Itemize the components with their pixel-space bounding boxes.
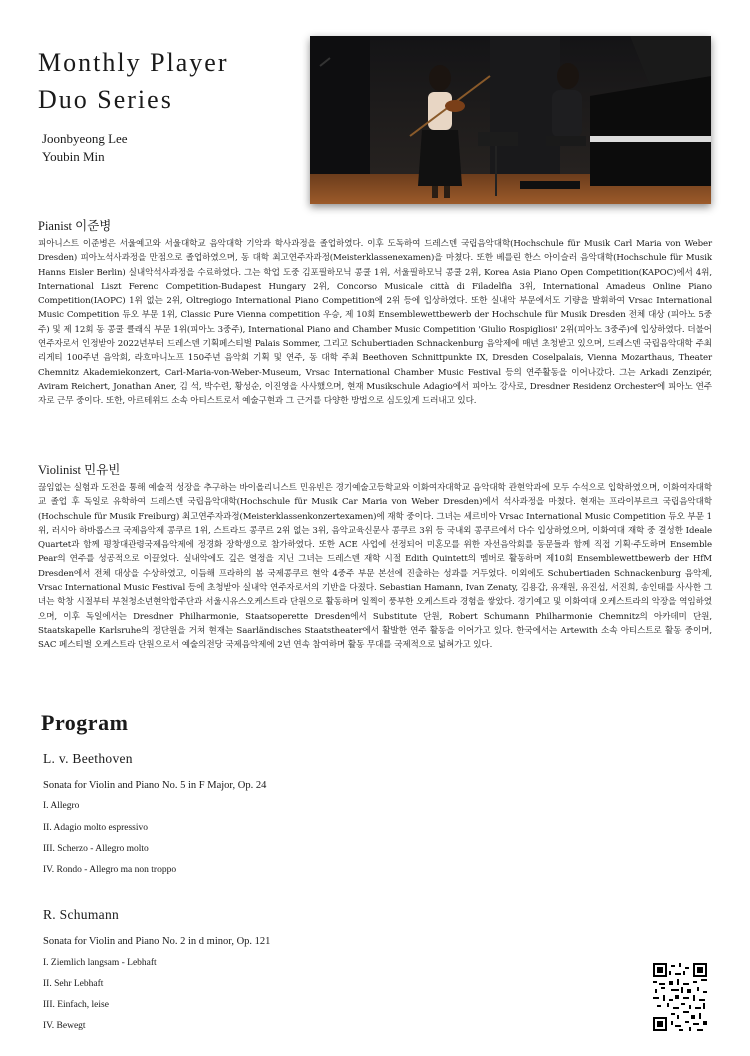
movement-item: II. Adagio molto espressivo xyxy=(43,823,149,833)
work-title: Sonata for Violin and Piano No. 5 in F Major, Op. 24 xyxy=(43,780,267,791)
pianist-heading: Pianist 이준병 xyxy=(38,219,112,233)
qr-code-icon xyxy=(653,963,707,1031)
title-line-1: Monthly Player xyxy=(38,48,229,77)
movement-item: IV. Bewegt xyxy=(43,1021,86,1031)
movement-item: II. Sehr Lebhaft xyxy=(43,979,104,989)
composer-name: R. Schumann xyxy=(43,907,120,922)
performer-violinist-name: Youbin Min xyxy=(42,149,105,164)
work-title: Sonata for Violin and Piano No. 2 in d minor, Op. 121 xyxy=(43,936,271,947)
movement-item: III. Einfach, leise xyxy=(43,1000,109,1010)
movement-item: I. Allegro xyxy=(43,801,80,811)
performer-pianist-name: Joonbyeong Lee xyxy=(42,131,128,146)
page-title xyxy=(38,44,229,118)
pianist-bio: 피아니스트 이준병은 서울예고와 서울대학교 음악대학 기악과 학사과정을 졸업하였다. 이후 도독하여 드레스덴 국립음악대학(Hochschule für Musik Carl Maria von Weber Dresden) 피아노석사과정을 만점으로 졸업하였으며, 동 대학 최고연주자과정(Meisterklassenexamen)을 마쳤다. 또한 베를린 한스 아이슬러 음악대학(Hochschule für Musik Hanns Eisler Berlin) 실내악석사과정을 수료하였다. 그는 학업 도중 김포필하모닉 콩쿨 1위, 서울필하모닉 콩쿨 2위, Korea Asia Piano Open Competition(KAPOC)에서 4위, International Liszt Ferenc Competition-Budapest Hungary 2위, Concorso Musicale città di Filadelfia 3위, International Amadeus Online Piano Competition(IAOPC) 1위 없는 2위, Oltregiogo International Piano Competition에 2위 등에 입상하였다. 또한 실내악 부문에서도 기량을 발휘하여 Vrsac International Music Competition 듀오 부문 1위, Classic Pure Vienna competition 우승, 제 10회 Ensemblewettbewerb der Hochschule für Musik Dresden 전체 대상 (피아노 5중주) 및 제 12회 동 콩쿨 클래식 부문 1위(피아노 3중주), International Piano and Chamber Music Competition 'Giulio Rospigliosi' 2위(피아노 3중주)에 입상하였다. 더불어 연주자로서 인정받아 2022년부터 드레스덴 기획페스티벌 Palais Sommer, 그리고 Schubertiaden Schnackenburg 음악제에 매년 초청받고 있으며, 드레스덴 국립음악대학 주최 리게티 100주년 음악회, 라흐마니노프 150주년 음악회 기획 및 연주, 동 대학 주최 Beethoven Schnittpunkte IX, Dresden Coselpalais, Vienna Mozarthaus, Theater Chemnitz Akademiekonzert, Carl-Maria-von-Weber-Museum, Vrsac International Chamber Music Festival 등의 연주활동을 이어나갔다. 그는 Arkadi Zenzipér, Aviram Reichert, Jonathan Aner, 김 석, 박수련, 황성순, 이진영을 사사했으며, 현재 Musikschule Adagio에서 피아노 강사로, Dresdner Residenz Orchester에 피아노 연주자로 근무 중이다. 또한, 아르테위드 소속 아티스트로서 예술구현과 그 근거를 다양한 방법으로 심도있게 드러내고 있다. xyxy=(38,239,712,407)
movement-item: III. Scherzo - Allegro molto xyxy=(43,844,149,854)
title-line-2: Duo Series xyxy=(38,85,173,114)
movement-item: I. Ziemlich langsam - Lebhaft xyxy=(43,958,157,968)
violinist-heading: Violinist 민유빈 xyxy=(38,463,121,477)
duo-performance-photo xyxy=(310,36,711,204)
movement-item: IV. Rondo - Allegro ma non troppo xyxy=(43,865,177,875)
composer-name: L. v. Beethoven xyxy=(43,751,133,766)
program-heading: Program xyxy=(41,710,129,735)
performer-names xyxy=(42,130,128,166)
violinist-bio: 끊임없는 실험과 도전을 통해 예술적 성장을 추구하는 바이올리니스트 민유빈은 경기예술고등학교와 이화여자대학교 음악대학 관현악과에 모두 수석으로 입학하였으며, 이화여자대학교 졸업 후 독일로 유학하여 드레스덴 국립음악대학(Hochschule für Musik Car Maria von Weber Dresden)에서 석사과정을 마쳤다. 현재는 프라이부르크 국립음악대학(Hochschule für Musik Freiburg) 최고연주자과정(Meisterklassenkonzertexamen)에 재학 중이다. 그녀는 세르비아 Vrsac International Music Competition 듀오 부문 1위, 러시아 하바롭스크 국제음악제 콩쿠르 1위, 스트라드 콩쿠르 2위 없는 3위, 음악교육신문사 콩쿠르 3위 등 국내외 콩쿠르에서 다수 입상하였으며, 이화여대 재학 중 결성한 Ideale Quartet과 함께 평창대관령국제음악제에 정경화 장학생으로 참가하였다. 또한 ACE 사업에 선정되어 미혼모를 위한 자선음악회를 동문들과 함께 직접 기획·주도하며 Ensemble Pear의 연주를 성공적으로 이끌었다. 실내악에도 깊은 열정을 지닌 그녀는 드레스덴 재학 시절 Edith Quintett의 멤버로 활동하며 제10회 Ensemblewettbewerb der HfM Dresden에서 전체 대상을 수상하였고, 이듬해 프라하의 봄 국제콩쿠르 현악 4중주 부문 본선에 진출하는 성과를 거두었다. 이외에도 Schubertiaden Schnackenburg 음악제, Vrsac International Music Festival 등에 초청받아 실내악 연주자로서의 기반을 다졌다. Sebastian Hamann, Ivan Zenaty, 김용갑, 유재원, 유진섭, 서진희, 송인태를 사사한 그녀는 학창 시절부터 부천청소년현악합주단과 서울시유스오케스트라 단원으로 활동하며 일찍이 풍부한 오케스트라 경험을 쌓았다. 경기예고 및 이화여대 오케스트라의 악장을 역임하였으며, 이후 독일에서는 Dresdner Philharmonie, Staatsoperette Dresden에서 Substitute 단원, Robert Schumann Philharmonie Chemnitz의 아카데미 단원, Staatskapelle Karlsruhe의 정단원을 거쳐 현재는 Saarländisches Staatstheater에서 활발한 연주 활동을 이어가고 있다. 한국에서는 Artewith 소속 아티스트로 활동 중이며, SAC 페스티벌 오케스트라 단원으로서 예술의전당 국제음악제에 2년 연속 참여하며 활동 무대를 국제적으로 넓혀가고 있다. xyxy=(38,483,712,651)
